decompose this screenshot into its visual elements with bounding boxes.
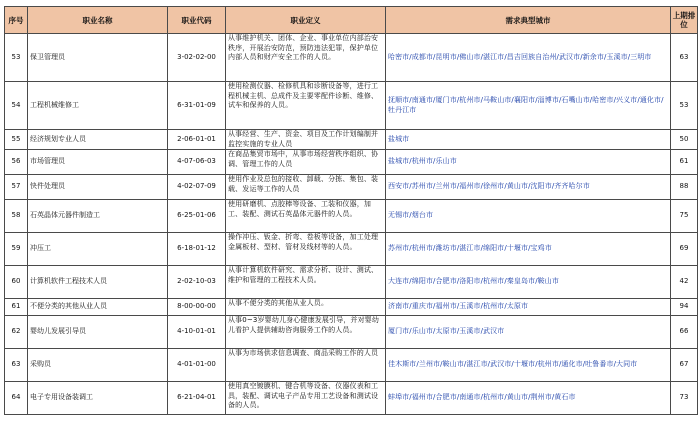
cell-occupation-name: 婴幼儿发展引导员 <box>28 316 168 349</box>
cell-definition: 从事为市场供求信息调查、商品采购工作的人员 <box>226 349 386 382</box>
table-row <box>5 233 698 266</box>
cell-no: 57 <box>5 175 28 200</box>
cell-rank: 61 <box>671 150 698 175</box>
cell-no: 59 <box>5 233 28 266</box>
table-row <box>5 130 698 150</box>
cell-definition: 从事0~3岁婴幼儿身心健康发展引导，并对婴幼儿看护人提供辅助咨询服务工作的人员。 <box>226 316 386 349</box>
cell-rank: 63 <box>671 34 698 82</box>
cell-occupation-name: 电子专用设备装调工 <box>28 382 168 415</box>
cell-no: 54 <box>5 82 28 130</box>
cell-rank: 67 <box>671 349 698 382</box>
table-header <box>5 7 698 34</box>
cell-cities: 哈密市/成都市/昆明市/佛山市/湛江市/昌吉回族自治州/武汉市/新余市/玉溪市/三明市 <box>386 34 671 82</box>
header-definition: 职业定义 <box>226 7 386 34</box>
cell-cities: 厦门市/乐山市/太原市/玉溪市/武汉市 <box>386 316 671 349</box>
cell-cities: 西安市/苏州市/兰州市/福州市/徐州市/黄山市/沈阳市/齐齐哈尔市 <box>386 175 671 200</box>
cell-cities: 无锡市/烟台市 <box>386 200 671 233</box>
cell-definition: 从事计算机软件研究、需求分析、设计、测试、维护和管理的工程技术人员。 <box>226 266 386 299</box>
cell-cities: 佳木斯市/兰州市/鞍山市/湛江市/武汉市/十堰市/杭州市/通化市/吐鲁番市/大同市 <box>386 349 671 382</box>
cell-no: 55 <box>5 130 28 150</box>
cell-occupation-name: 市场管理员 <box>28 150 168 175</box>
cell-occupation-name: 工程机械维修工 <box>28 82 168 130</box>
table-body <box>5 34 698 415</box>
table-row <box>5 175 698 200</box>
table-row <box>5 34 698 82</box>
table-row <box>5 316 698 349</box>
cell-cities: 蚌埠市/福州市/合肥市/南通市/杭州市/黄山市/荆州市/黄石市 <box>386 382 671 415</box>
cell-occupation-code: 4-07-06-03 <box>168 150 226 175</box>
table-row <box>5 382 698 415</box>
cell-rank: 73 <box>671 382 698 415</box>
cell-occupation-name: 快件处理员 <box>28 175 168 200</box>
cell-occupation-code: 2-02-10-03 <box>168 266 226 299</box>
cell-definition: 从事维护机关、团体、企业、事业单位内部治安秩序，开展治安防范，预防违法犯罪，保护单位内部人员和财产安全工作的人员。 <box>226 34 386 82</box>
cell-occupation-code: 3-02-02-00 <box>168 34 226 82</box>
cell-rank: 50 <box>671 130 698 150</box>
cell-occupation-name: 计算机软件工程技术人员 <box>28 266 168 299</box>
table-row <box>5 200 698 233</box>
header-code: 职业代码 <box>168 7 226 34</box>
cell-occupation-code: 6-21-04-01 <box>168 382 226 415</box>
cell-cities: 盐城市 <box>386 130 671 150</box>
cell-rank: 75 <box>671 200 698 233</box>
cell-cities: 济南市/重庆市/福州市/玉溪市/杭州市/太原市 <box>386 299 671 316</box>
cell-occupation-name: 石英晶体元器件制造工 <box>28 200 168 233</box>
cell-rank: 66 <box>671 316 698 349</box>
cell-cities: 苏州市/杭州市/潍坊市/湛江市/绵阳市/十堰市/宝鸡市 <box>386 233 671 266</box>
cell-occupation-name: 经济规划专业人员 <box>28 130 168 150</box>
cell-definition: 从事不便分类的其他从业人员。 <box>226 299 386 316</box>
header-rank: 上期排位 <box>671 7 698 34</box>
table-row <box>5 349 698 382</box>
cell-definition: 在商品集贸市场中，从事市场经营秩序组织、协调、管理工作的人员 <box>226 150 386 175</box>
cell-rank: 88 <box>671 175 698 200</box>
header-cities: 需求典型城市 <box>386 7 671 34</box>
header-row <box>5 7 698 34</box>
header-name: 职业名称 <box>28 7 168 34</box>
cell-definition: 操作冲压、钣金、折弯、卷板等设备，加工处理金属板材、型材、管材及线材等的人员。 <box>226 233 386 266</box>
cell-rank: 94 <box>671 299 698 316</box>
cell-occupation-code: 8-00-00-00 <box>168 299 226 316</box>
cell-definition: 使用检测仪器、检修机具和诊断设备等，进行工程机械主机、总成件及主要零配件诊断、维修、试车和保养的人员。 <box>226 82 386 130</box>
cell-no: 60 <box>5 266 28 299</box>
cell-occupation-code: 2-06-01-01 <box>168 130 226 150</box>
cell-no: 53 <box>5 34 28 82</box>
cell-occupation-name: 保卫管理员 <box>28 34 168 82</box>
cell-definition: 使用真空镀膜机、键合机等设备、仪器仪表和工具，装配、调试电子产品专用工艺设备和测试设备的人员。 <box>226 382 386 415</box>
table-row <box>5 299 698 316</box>
cell-cities: 抚顺市/南通市/厦门市/杭州市/马鞍山市/襄阳市/淄博市/石嘴山市/哈密市/兴义市/通化市/牡丹江市 <box>386 82 671 130</box>
cell-no: 63 <box>5 349 28 382</box>
table-row <box>5 266 698 299</box>
cell-cities: 大连市/绵阳市/合肥市/洛阳市/杭州市/秦皇岛市/鞍山市 <box>386 266 671 299</box>
cell-no: 62 <box>5 316 28 349</box>
cell-occupation-code: 6-18-01-12 <box>168 233 226 266</box>
cell-no: 61 <box>5 299 28 316</box>
cell-occupation-code: 6-31-01-09 <box>168 82 226 130</box>
cell-no: 58 <box>5 200 28 233</box>
table-row <box>5 150 698 175</box>
cell-cities: 盐城市/杭州市/乐山市 <box>386 150 671 175</box>
cell-definition: 从事经营、生产、资金、项目及工作计划编制并监控实施的专业人员 <box>226 130 386 150</box>
cell-occupation-name: 采购员 <box>28 349 168 382</box>
cell-occupation-code: 4-01-01-00 <box>168 349 226 382</box>
header-no: 序号 <box>5 7 28 34</box>
cell-rank: 69 <box>671 233 698 266</box>
cell-occupation-name: 不便分类的其他从业人员 <box>28 299 168 316</box>
cell-definition: 使用作业及总包的接收、卸载、分拣、集包、装载、发运等工作的人员 <box>226 175 386 200</box>
cell-occupation-name: 冲压工 <box>28 233 168 266</box>
cell-no: 56 <box>5 150 28 175</box>
occupation-demand-table <box>4 6 698 415</box>
cell-occupation-code: 6-25-01-06 <box>168 200 226 233</box>
cell-definition: 使用研磨机、点胶棒等设备、工装和仪器，加工、装配、测试石英晶体元器件的人员。 <box>226 200 386 233</box>
cell-rank: 42 <box>671 266 698 299</box>
cell-occupation-code: 4-02-07-09 <box>168 175 226 200</box>
cell-rank: 53 <box>671 82 698 130</box>
cell-no: 64 <box>5 382 28 415</box>
table-row <box>5 82 698 130</box>
cell-occupation-code: 4-10-01-01 <box>168 316 226 349</box>
